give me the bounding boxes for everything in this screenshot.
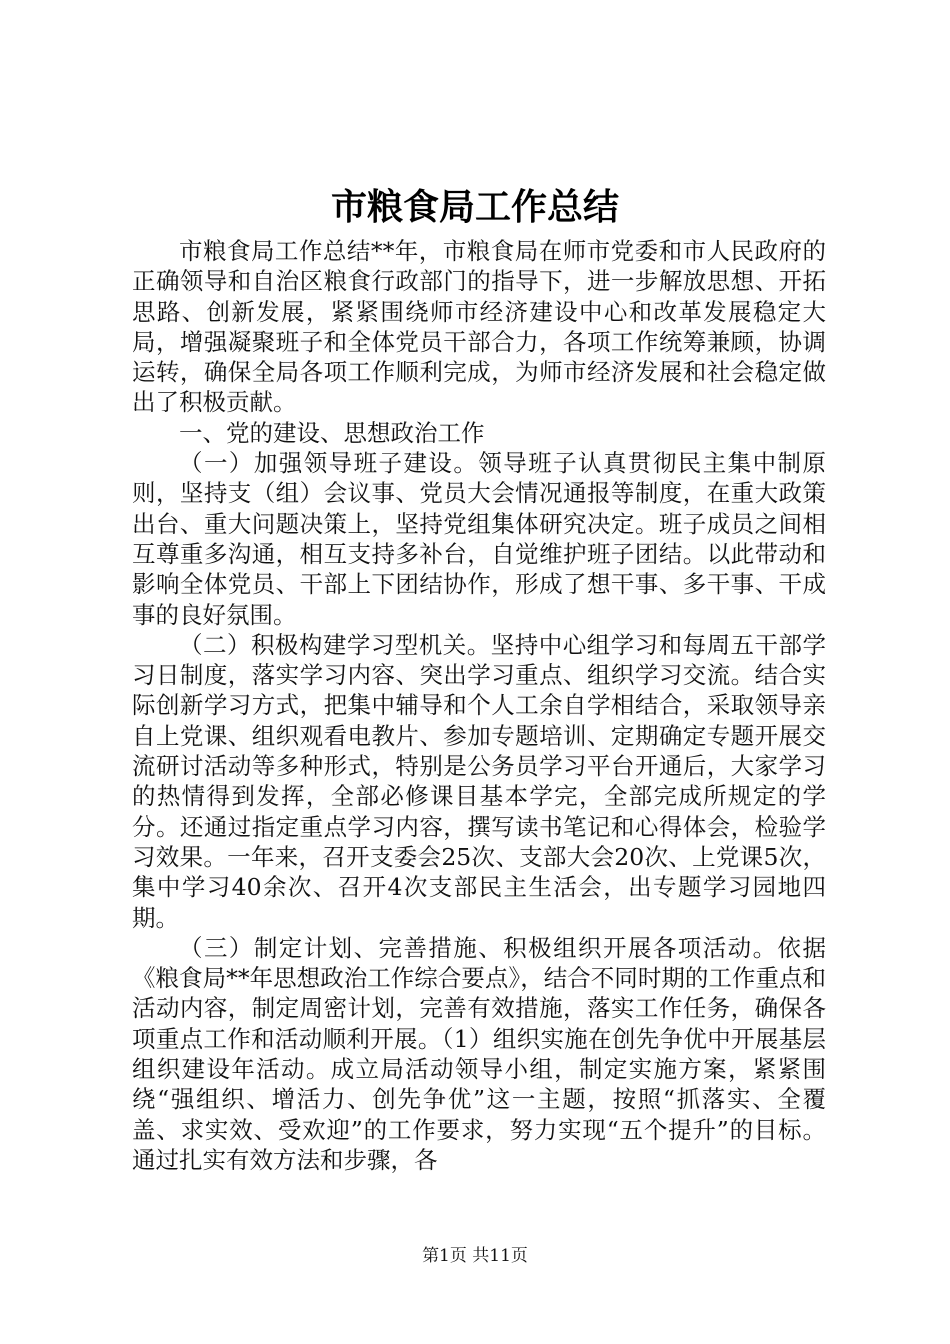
paragraph-learning: （二）积极构建学习型机关。坚持中心组学习和每周五干部学习日制度，落实学习内容、突出学习重点、组织学习交流。结合实际创新学习方式，把集中辅导和个人工余自学相结合，采取领导亲自上党课、组织观看电教片、参加专题培训、定期确定专题开展交流研讨活动等多种形式，特别是公务员学习平台开通后，大家学习的热情得到发挥，全部必修课目基本学完，全部完成所规定的学分。还通过指定重点学习内容，撰写读书笔记和心得体会，检验学习效果。一年来，召开支委会25次、支部大会20次、上党课5次，集中学习40余次、召开4次支部民主生活会，出专题学习园地四期。 (132, 630, 826, 932)
paragraph-intro: 市粮食局工作总结**年，市粮食局在师市党委和市人民政府的正确领导和自治区粮食行政部门的指导下，进一步解放思想、开拓思路、创新发展，紧紧围绕师市经济建设中心和改革发展稳定大局，增强凝聚班子和全体党员干部合力，各项工作统筹兼顾，协调运转，确保全局各项工作顺利完成，为师市经济发展和社会稳定做出了积极贡献。 (132, 237, 826, 417)
paragraph-leadership: （一）加强领导班子建设。领导班子认真贯彻民主集中制原则，坚持支（组）会议事、党员大会情况通报等制度，在重大政策出台、重大问题决策上，坚持党组集体研究决定。班子成员之间相互尊重多沟通，相互支持多补台，自觉维护班子团结。以此带动和影响全体党员、干部上下团结协作，形成了想干事、多干事、干成事的良好氛围。 (132, 449, 826, 629)
document-body (132, 236, 826, 1175)
page-footer: 第1页 共11页 (422, 1246, 528, 1266)
paragraph-activities: （三）制定计划、完善措施、积极组织开展各项活动。依据《粮食局**年思想政治工作综合要点》，结合不同时期的工作重点和活动内容，制定周密计划，完善有效措施，落实工作任务，确保各项重点工作和活动顺利开展。（1）组织实施在创先争优中开展基层组织建设年活动。成立局活动领导小组，制定实施方案，紧紧围绕“强组织、增活力、创先争优”这一主题，按照“抓落实、全覆盖、求实效、受欢迎”的工作要求，努力实现“五个提升”的目标。通过扎实有效方法和步骤，各 (132, 933, 826, 1174)
document-title: 市粮食局工作总结 (330, 186, 619, 228)
section-heading-1: 一、党的建设、思想政治工作 (179, 418, 485, 447)
